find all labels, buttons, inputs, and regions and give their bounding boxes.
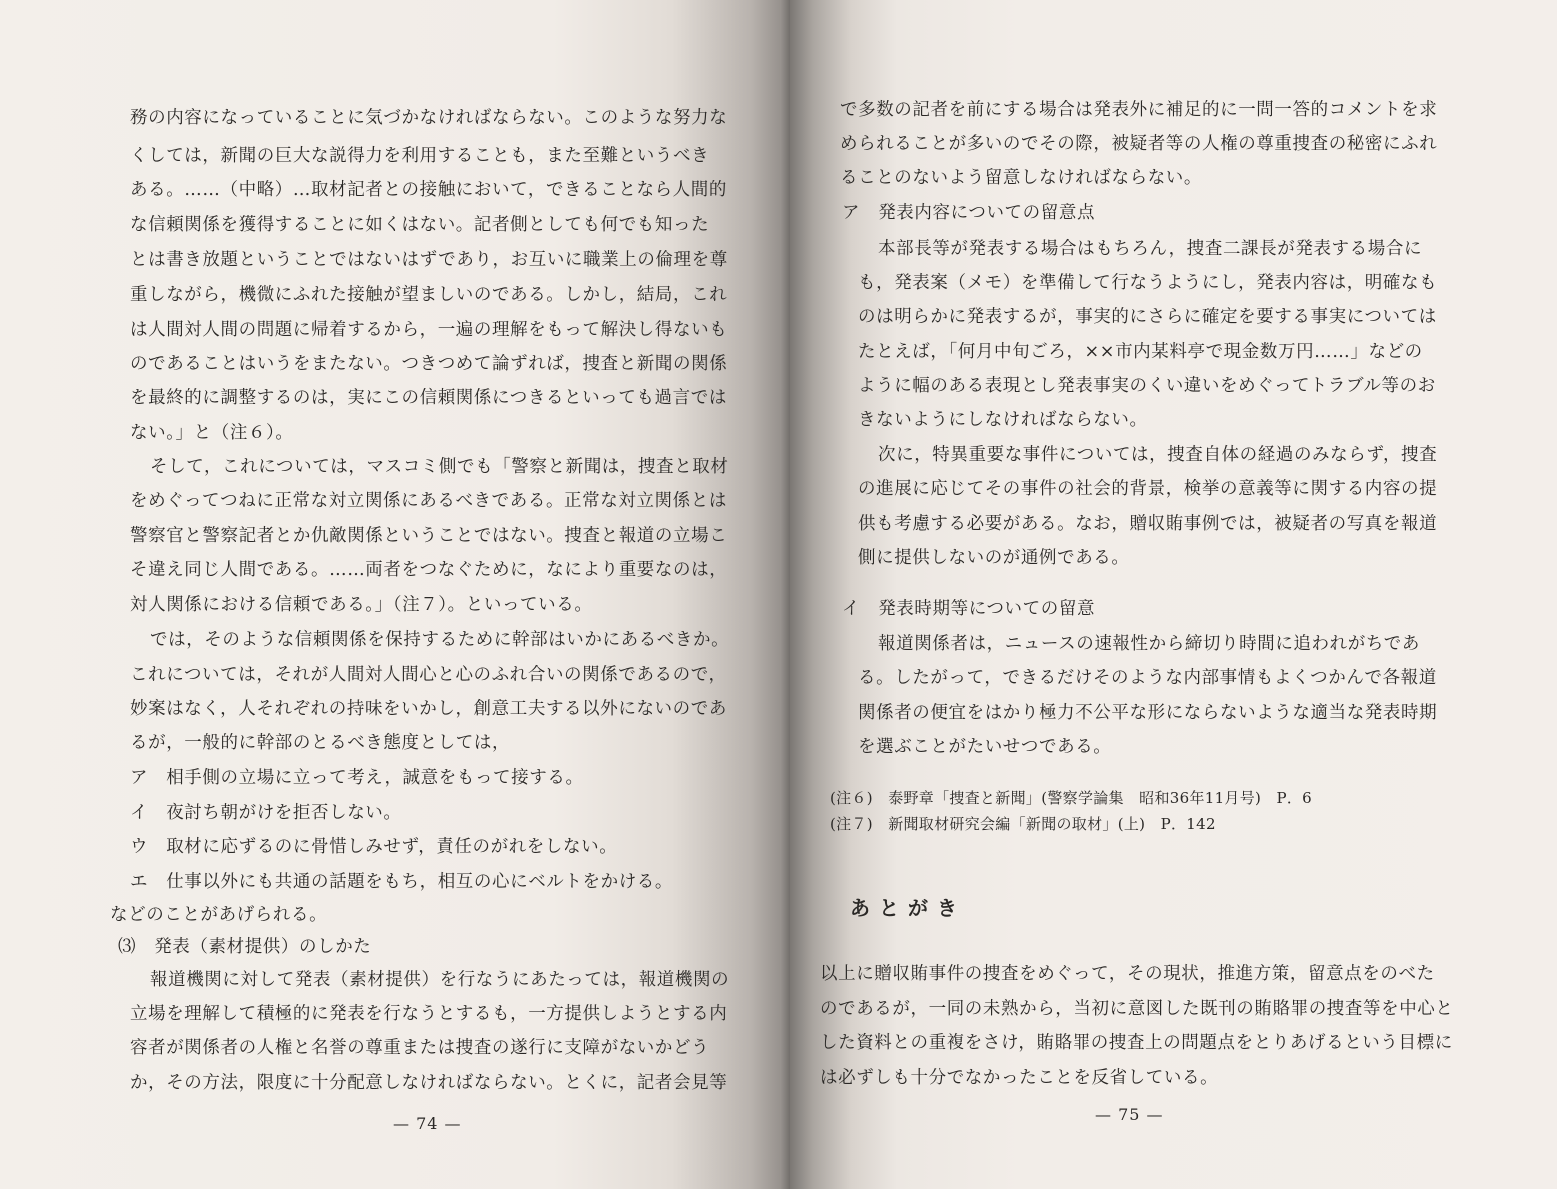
afterword-heading: あとがき <box>850 896 966 920</box>
body-line: も，発表案（メモ）を準備して行なうようにし，発表内容は，明確なも <box>858 273 1438 293</box>
body-line: か，その方法，限度に十分配意しなければならない。とくに，記者会見等 <box>130 1073 728 1093</box>
body-line: のであることはいうをまたない。つきつめて論ずれば，捜査と新聞の関係 <box>130 354 728 374</box>
body-line: した資料との重複をさけ，賄賂罪の捜査上の問題点をとりあげるという目標に <box>820 1033 1453 1053</box>
body-line: を最終的に調整するのは，実にこの信頼関係につきるといっても過言では <box>130 388 727 408</box>
body-line: で多数の記者を前にする場合は発表外に補足的に一問一答的コメントを求 <box>840 100 1438 120</box>
body-line: 妙案はなく，人それぞれの持味をいかし，創意工夫する以外にないのであ <box>130 699 727 719</box>
footnote: (注６) 泰野章「捜査と新聞」(警察学論集 昭和36年11月号) P．6 <box>830 789 1313 807</box>
right-page <box>790 0 1557 1189</box>
body-line: のであるが，一同の未熟から，当初に意図した既刊の賄賂罪の捜査等を中心と <box>820 999 1454 1019</box>
list-item-i: イ 夜討ち朝がけを拒否しない。 <box>130 803 402 823</box>
body-line: などのことがあげられる。 <box>110 905 328 925</box>
body-line: 側に提供しないのが通例である。 <box>858 548 1130 568</box>
body-line: 務の内容になっていることに気づかなければならない。このような努力な <box>130 108 728 128</box>
page-number: — 75 — <box>1095 1105 1164 1124</box>
body-line: そして，これについては，マスコミ側でも「警察と新聞は，捜査と取材 <box>150 457 729 477</box>
body-line: 以上に贈収賄事件の捜査をめぐって，その現状，推進方策，留意点をのべた <box>820 964 1435 984</box>
body-line: たとえば，「何月中旬ごろ，××市内某料亭で現金数万円……」などの <box>858 342 1423 362</box>
body-line: ある。……（中略）…取材記者との接触において，できることなら人間的 <box>130 180 727 200</box>
body-line: ることのないよう留意しなければならない。 <box>840 168 1202 188</box>
body-line: 報道関係者は，ニュースの速報性から締切り時間に追われがちであ <box>878 634 1420 654</box>
body-line: るが，一般的に幹部のとるべき態度としては， <box>130 733 511 753</box>
body-line: められることが多いのでその際，被疑者等の人権の尊重捜査の秘密にふれ <box>840 134 1438 154</box>
body-line: 供も考慮する必要がある。なお，贈収賄事例では，被疑者の写真を報道 <box>858 514 1438 534</box>
body-line: そ違え同じ人間である。……両者をつなぐために，なにより重要なのは， <box>130 560 728 580</box>
section-heading: ⑶ 発表（素材提供）のしかた <box>118 937 372 957</box>
body-line: は人間対人間の問題に帰着するから，一遍の理解をもって解決し得ないも <box>130 320 728 340</box>
body-line: では，そのような信頼関係を保持するために幹部はいかにあるべきか。 <box>150 630 730 650</box>
subsection-heading: ア 発表内容についての留意点 <box>842 203 1096 223</box>
body-line: は必ずしも十分でなかったことを反省している。 <box>820 1068 1219 1088</box>
body-line: の進展に応じてその事件の社会的背景，検挙の意義等に関する内容の提 <box>858 479 1438 499</box>
body-line: をめぐってつねに正常な対立関係にあるべきである。正常な対立関係とは <box>130 491 727 511</box>
list-item-u: ウ 取材に応ずるのに骨惜しみせず，責任のがれをしない。 <box>130 837 618 857</box>
body-line: 報道機関に対して発表（素材提供）を行なうにあたっては，報道機関の <box>150 970 730 990</box>
body-line: とは書き放題ということではないはずであり，お互いに職業上の倫理を尊 <box>130 250 728 270</box>
body-line: 重しながら，機微にふれた接触が望ましいのである。しかし，結局，これ <box>130 285 728 305</box>
body-line: 次に，特異重要な事件については，捜査自体の経過のみならず，捜査 <box>878 445 1438 465</box>
body-line: ない。」と（注６）。 <box>130 423 294 443</box>
body-line: る。したがって，できるだけそのような内部事情もよくつかんで各報道 <box>858 668 1437 688</box>
body-line: ように幅のある表現とし発表事実のくい違いをめぐってトラブル等のお <box>858 376 1436 396</box>
body-line: これについては，それが人間対人間心と心のふれ合いの関係であるので， <box>130 665 727 685</box>
subsection-heading: イ 発表時期等についての留意 <box>842 599 1096 619</box>
body-line: 関係者の便宜をはかり極力不公平な形にならないような適当な発表時期 <box>858 703 1438 723</box>
body-line: な信頼関係を獲得することに如くはない。記者側としても何でも知った <box>130 215 710 235</box>
page-number: — 74 — <box>393 1114 462 1133</box>
body-line: を選ぶことがたいせつである。 <box>858 737 1112 757</box>
body-line: 対人関係における信頼である。」（注７）。といっている。 <box>130 595 593 615</box>
body-line: のは明らかに発表するが，事実的にさらに確定を要する事実については <box>858 307 1437 327</box>
list-item-e: エ 仕事以外にも共通の話題をもち，相互の心にベルトをかける。 <box>130 872 673 892</box>
body-line: くしては，新聞の巨大な説得力を利用することも，また至難というべき <box>130 146 710 166</box>
body-line: きないようにしなければならない。 <box>858 410 1148 430</box>
body-line: 警察官と警察記者とか仇敵関係ということではない。捜査と報道の立場こ <box>130 526 728 546</box>
list-item-a: ア 相手側の立場に立って考え，誠意をもって接する。 <box>130 768 584 788</box>
body-line: 容者が関係者の人権と名誉の尊重または捜査の遂行に支障がないかどう <box>130 1038 710 1058</box>
body-line: 本部長等が発表する場合はもちろん，捜査二課長が発表する場合に <box>878 239 1423 259</box>
footnote: (注７) 新聞取材研究会編「新聞の取材」(上) P．142 <box>830 815 1216 833</box>
body-line: 立場を理解して積極的に発表を行なうとするも，一方提供しようとする内 <box>130 1004 728 1024</box>
